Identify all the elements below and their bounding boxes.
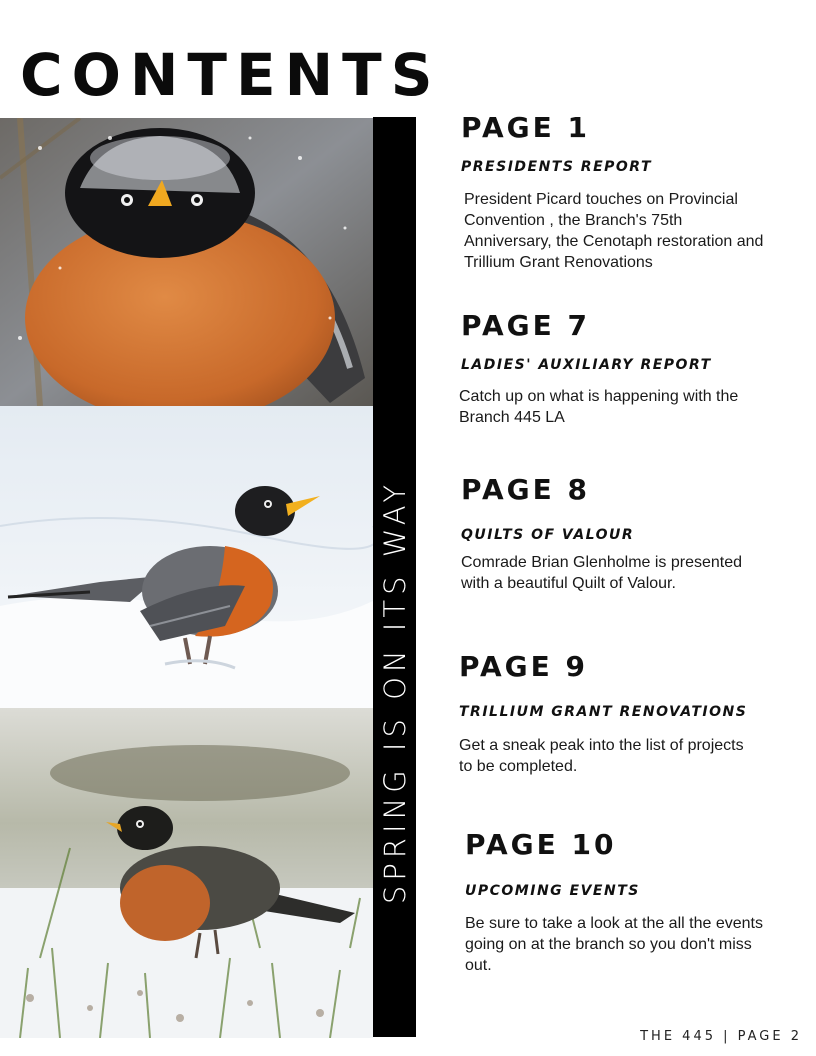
entry-description: Get a sneak peak into the list of projects to be completed. — [459, 737, 744, 775]
entry-heading: TRILLIUM GRANT RENOVATIONS — [459, 704, 748, 720]
entry-description: Comrade Brian Glenholme is presented with a beautiful Quilt of Valour. — [461, 554, 743, 592]
entry-page-number: PAGE 9 — [459, 650, 588, 683]
page-title: CONTENTS — [20, 41, 442, 109]
vertical-banner-text: SPRING IS ON ITS WAY — [377, 479, 412, 905]
entry-description: Be sure to take a look at the all the events going on at the branch so you don't miss out. — [465, 915, 763, 974]
contents-entry-page-7 — [459, 309, 781, 426]
entry-page-number: PAGE 8 — [461, 473, 590, 506]
contents-entry-page-8 — [461, 473, 781, 592]
contents-entry-page-9 — [459, 650, 779, 775]
entry-heading: QUILTS OF VALOUR — [461, 527, 635, 543]
entry-page-number: PAGE 10 — [465, 828, 617, 861]
vertical-banner — [373, 117, 416, 1037]
entry-description: President Picard touches on Provincial Convention , the Branch's 75th Anniversary, the Cenotaph restoration and Trillium Grant Renovations — [464, 191, 764, 271]
robin-in-snow-photo — [0, 406, 373, 708]
entry-page-number: PAGE 7 — [461, 309, 590, 342]
contents-entry-page-10 — [465, 828, 785, 974]
robin-closeup-photo — [0, 118, 373, 406]
entry-page-number: PAGE 1 — [461, 111, 590, 144]
entry-heading: PRESIDENTS REPORT — [461, 159, 653, 175]
contents-entry-page-1 — [461, 111, 781, 271]
page-footer: THE 445 | PAGE 2 — [640, 1029, 802, 1044]
entry-heading: LADIES' AUXILIARY REPORT — [461, 357, 712, 373]
entry-description: Catch up on what is happening with the Branch 445 LA — [459, 388, 739, 426]
entry-heading: UPCOMING EVENTS — [465, 883, 640, 899]
robin-on-grass-photo — [0, 708, 373, 1038]
